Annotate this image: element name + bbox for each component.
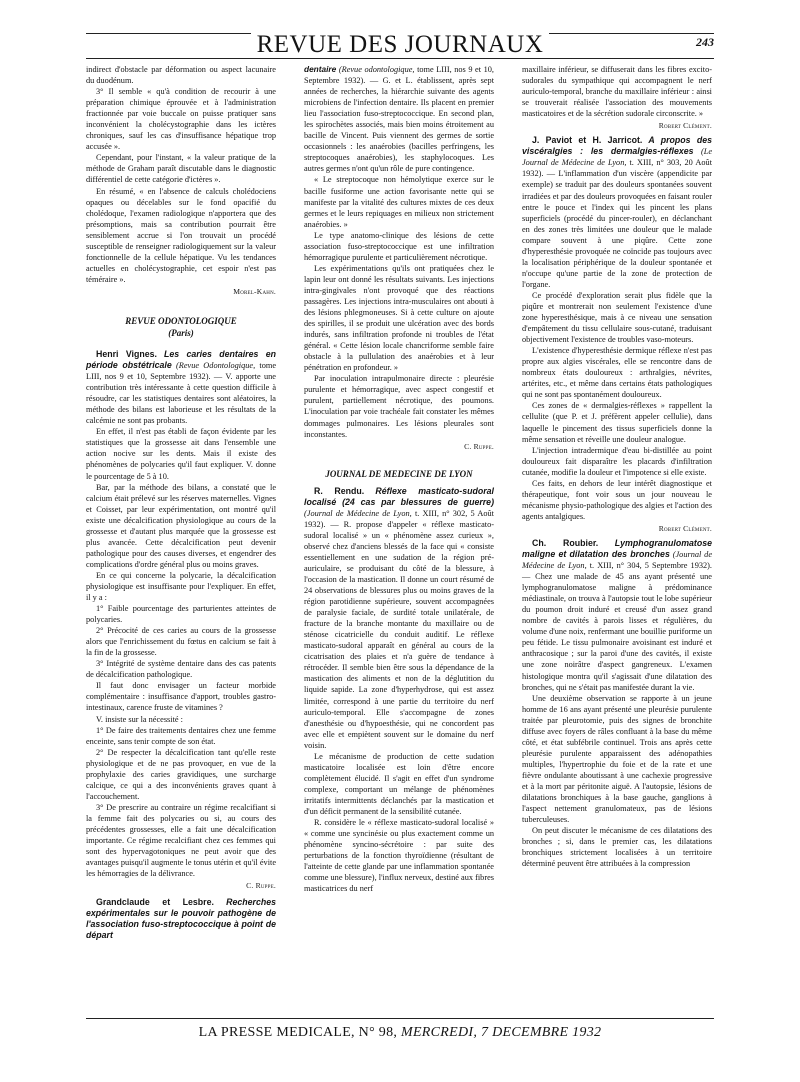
- paragraph: Le type anatomo-clinique des lésions de cette association fuso-streptococcique est une infiltration hémorragique purulente et particulièrement nécrotique.: [304, 230, 494, 262]
- footer-journal: LA PRESSE MEDICALE, N° 98,: [198, 1025, 398, 1040]
- column-3: [522, 64, 712, 869]
- paragraph: indirect d'obstacle par déformation ou aspect lacunaire du duodénum.: [86, 65, 276, 86]
- article-author: R. Rendu.: [314, 485, 365, 496]
- paragraph: 3° Il semble « qu'à condition de recourir à une préparation chimique éprouvée et à l'administration fractionnée par voie buccale on puisse pratiquer sans inconvénient la cholécystographie dans les ictères chroniques, sauf les cas d'insuffisance hépatique trop accusée ».: [86, 87, 276, 152]
- footer-rule: [86, 1018, 714, 1019]
- article-reference: (Le Journal de Médecine de Lyon,: [522, 147, 712, 168]
- article-body: t. XIII, n° 302, 5 Août 1932). — R. propose d'appeler « réflexe masticato-sudoral localisé » un « phénomène assez curieux », observé chez d'anciens blessés de la face qui « consiste essentiellement en une sudation de la région pré-auriculaire, se produisant du côté de la blessure, à l'occasion de la mastication. Il donne un court résumé de 24 observations de blessures plus ou moins graves de la région parotidienne supérieure, souvent accompagnées de paralysie faciale, de surdité totale unilatérale, de fracture de la branche montante du maxillaire ou de sténose cicatricielle du conduit auditif. Le réflexe masticato-sudoral apparaît en général au cours de la cicatrisation des plaies et n'a guère de tendance à rétrocéder. Il semble bien être sous la dépendance de la mastication des aliments et non de la déglutition du liquide sapide. La zone d'hyperhydrose, qui est assez limitée, correspond à une partie du territoire du nerf auriculo-temporal. Elle s'accompagne de zones d'anesthésie ou d'hypoesthésie, qui ne concordent pas avec elle et empiètent souvent sur le domaine du nerf voisin.: [304, 508, 494, 750]
- paragraph: L'existence d'hyperesthésie dermique réflexe n'est pas propre aux algies viscérales, elle se rencontre dans de nombreux états douloureux : arthralgies, névrites, artérites, etc., et même dans certains états pathologiques qui ne sont pas spontanément douloureux.: [522, 346, 712, 400]
- paragraph: Une deuxième observation se rapporte à un jeune homme de 16 ans ayant présenté une pleurésie purulente traitée par pleurotomie, puis des signes de bronchite diffuse avec foyers de râles confluant à la base du même côté, et état subfébrile continuel. Trois ans après cette pleurésie purulente apparaissent des adénopathies multiples, l'hypertrophie du foie et de la rate et une fièvre ondulante aboutissant à une cachexie progressive et à la mort par péritonite aiguë. A l'autopsie, lésions de dilatations bronchiques à la base gauche, ganglions à l'aspect nettement granulomateux, pas de lésions tuberculeuses.: [522, 693, 712, 825]
- paragraph: L'injection intradermique d'eau bi-distillée au point douloureux fait disparaître les placards d'infiltration cutanée, modifie la douleur et l'impotence si elle existe.: [522, 445, 712, 477]
- article-title: A propos des viscéralgies : les dermalgies-réflexes: [522, 135, 712, 157]
- paragraph: En effet, il n'est pas établi de façon évidente par les statistiques que la grossesse ait dans l'ensemble une action nocive sur les dents. Mais il existe des phénomènes de polycaries qu'il faut expliquer. V. donne le pourcentage de 5 à 10.: [86, 427, 276, 481]
- list-item: 1° De faire des traitements dentaires chez une femme enceinte, sans tenir compte de son état.: [86, 725, 276, 746]
- signature: Robert Clément.: [658, 523, 712, 533]
- paragraph: Les expérimentations qu'ils ont pratiquées chez le lapin leur ont donné les résultats suivants. Les injections intra-gingivales n'ont provoqué que des réactions passagères. Les injections intra-musculaires ont abouti à des lésions phlegmoneuses. Si à cette culture on ajoute des spirilles, il se produit une ulcération avec des bords indurés, sans infiltration profonde ni troubles de l'état général. « Cette lésion locale chancriforme semble faire obstacle à la pullulation des anaérobies et à leur pénétration en profondeur. »: [304, 263, 494, 373]
- article-continued: [304, 64, 494, 174]
- section-city: (Paris): [168, 327, 194, 338]
- article-author: Grandclaude et Lesbre.: [96, 897, 214, 908]
- signature: C. Ruppe.: [246, 881, 276, 891]
- article-title: dentaire: [304, 64, 337, 74]
- paragraph: Il faut donc envisager un facteur morbide complémentaire : insuffisance d'apport, troubles gastro-intestinaux, carence fruste de vitamines ?: [86, 681, 276, 713]
- paragraph: Ces faits, en dehors de leur intérêt diagnostique et thérapeutique, font voir sous un jour nouveau le mécanisme physio-pathologique des algies et l'action des agents antalgiques.: [522, 478, 712, 521]
- paragraph: On peut discuter le mécanisme de ces dilatations des bronches ; si, dans le premier cas, les dilatations bronchiques strictement localisées à un territoire déterminé peuvent être attribuées à la compression: [522, 826, 712, 869]
- signature: Morel-Kahn.: [233, 286, 276, 296]
- article-title: Lymphogranulomatose maligne et dilatation des bronches: [522, 537, 712, 560]
- paragraph: Ces zones de « dermalgies-réflexes » rappellent la cellulite (que P. et J. préfèrent appeler cellulie), dans laquelle le pincement des tissus superficiels donne la même sensation et réveille une douleur analogue.: [522, 401, 712, 444]
- paragraph: R. considère le « réflexe masticato-sudoral localisé » « comme une syncinésie ou plus exactement comme un phénomène syncino-sécrétoire : par suite des perturbations de la fonction thyroïdienne (résultant de l'atteinte de cette glande par une inflammation spontanée comme une blessure), l'influx nerveux, destiné aux fibres masticatrices du nerf: [304, 818, 494, 894]
- list-item: 1° Faible pourcentage des parturientes atteintes de polycaries.: [86, 604, 276, 625]
- paragraph: En résumé, « en l'absence de calculs cholédociens opaques ou décelables sur le fond opacifié du cholédoque, l'examen radiologique n'apportera que des présomptions, mais sa contribution pourrait être sensiblement accrue si l'on trouvait un procédé susceptible de renseigner radiologiquement sur la valeur fonctionnelle de la cellule hépatique. Vu les tendances actuelles en cholécystographie, cet espoir n'est pas téméraire ».: [86, 186, 276, 284]
- paragraph: Bar, par la méthode des bilans, a constaté que le calcium était prélevé sur les réserves maternelles. Vignes et Coisset, par leur expérimentation, ont montré qu'il existe une décalcification physiologique au cours de la grossesse et d'autant plus marquée que la grossesse est plus avancée. Cette décalcification peut devenir pathologique pour des causes diverses, et engendrer des complications d'ordre général plus ou moins graves.: [86, 482, 276, 569]
- footer-date: MERCREDI, 7 DECEMBRE 1932: [400, 1025, 602, 1040]
- article-title: Les caries dentaires en période obstétricale: [86, 348, 276, 371]
- article: [522, 538, 712, 693]
- article: [86, 349, 276, 426]
- list-item: 2° De respecter la décalcification tant qu'elle reste physiologique et de ne pas provoquer, en vue de la prophylaxie des caries gravidiques, une surcharge calcique, ce qui a des inconvénients graves quant à l'accouchement.: [86, 747, 276, 801]
- journal-title: REVUE DES JOURNAUX: [251, 31, 550, 58]
- paragraph: Ce procédé d'exploration serait plus fidèle que la piqûre et montrerait non seulement l'existence d'une zone hyperesthésique, mais à ce niveau une sensation d'empâtement du tissu cellulaire sous-cutané, traduisant objectivement l'existence de troubles vaso-moteurs.: [522, 290, 712, 345]
- column-2: [304, 64, 494, 894]
- column-1: [86, 64, 276, 941]
- article-body: t. XIII, n° 303, 20 Août 1932). — L'inflammation d'un viscère (appendicite par exemple) se traduit par des douleurs spontanées souvent irradiées et par des douleurs provoquées en faisant rouler entre le pouce et l'index qui les pincent les plans superficiels (procédé du pincer-rouler), en déclanchant en des zones très limitées une douleur que le malade compare souvent à une piqûre. Cette zone d'hyperesthésie provoquée ne coïncide pas toujours avec la localisation périphérique de la douleur spontanée et n'occupe qu'une partie de la zone de protection de l'organe.: [522, 158, 713, 289]
- article-title: Recherches expérimentales sur le pouvoir pathogène de l'association fuso-streptococcique à point de départ: [86, 897, 277, 941]
- article-body: t. XIII, n° 304, 5 Septembre 1932). — Chez une malade de 45 ans ayant présenté une lymphogranulomatose maligne à prédominance médiastinale, on trouva à l'autopsie tout le lobe supérieur du poumon droit induré et creusé d'un assez grand nombre de cavités à parois lisses et régulières, du volume d'une noix, renfermant une bouillie puriforme un peu fétide. Le tissu pulmonaire avoisinant est induré et anthracosique ; sur la paroi d'une des cavités, il existe une zone noirâtre d'aspect gangreneux. L'examen histologique montra qu'il s'agissait d'une dilatation des bronches, qui ne s'était pas manifestée durant la vie.: [522, 561, 712, 692]
- list-item: 2° Précocité de ces caries au cours de la grossesse alors que l'enrichissement du fœtus en calcium se fait à la fin de la grossesse.: [86, 626, 276, 658]
- page-header: [86, 20, 714, 60]
- paragraph: Par inoculation intrapulmonaire directe : pleurésie purulente et hémorragique, avec aspect congestif et purulent, partiellement nécrotique, des poumons. L'inoculation par voie trachéale fait constater les mêmes dommages pulmonaires. Les lésions pleurales sont inconstantes.: [304, 374, 494, 439]
- article-author: Henri Vignes.: [96, 348, 157, 359]
- paragraph: Cependant, pour l'instant, « la valeur pratique de la méthode de Graham paraît discutable dans le diagnostic différentiel de cette catégorie d'ictères ».: [86, 153, 276, 185]
- paragraph: V. insiste sur la nécessité :: [96, 714, 183, 724]
- list-item: 3° De prescrire au contraire un régime recalcifiant si la femme fait des polycaries ou si, au cours des précédentes grossesses, elle a fait une décalcification importante. Ce régime recalcifiant chez ces femmes qui sont des hypervagotoniques ne peut avoir que des avantages puisqu'il augmente le tonus utérin et qu'il évite les hémorragies de la délivrance.: [86, 802, 276, 879]
- article: [86, 897, 276, 941]
- article-reference: (Revue odontologique,: [338, 65, 415, 74]
- paragraph: En ce qui concerne la polycarie, la décalcification physiologique est insuffisante pour l'expliquer. En effet, il y a :: [86, 570, 276, 603]
- article-author: Ch. Roubier.: [532, 537, 599, 548]
- paragraph: maxillaire inférieur, se diffuserait dans les fibres excito-sudorales du sympathique qui accompagnent le nerf auriculo-temporal, branche du maxillaire inférieur : ainsi se trouverait réalisée l'association des mouvements masticatoires et de la sécrétion sudorale circonscrite. »: [522, 65, 712, 119]
- section-title: REVUE ODONTOLOGIQUE: [125, 315, 237, 326]
- section-title: JOURNAL DE MEDECINE DE LYON: [325, 468, 473, 479]
- signature: Robert Clément.: [658, 121, 712, 131]
- article-body: tome LIII, nos 9 et 10, Septembre 1932). — V. apporte une contribution très intéressante à cette question difficile à résoudre, car les statistiques dentaires sont aléatoires, la méthode des bilans est laborieuse et les résultats de la calcémie ne sont pas probants.: [86, 361, 276, 426]
- signature: C. Ruppe.: [464, 441, 494, 451]
- header-rule-bottom: [86, 58, 714, 59]
- article-title: Réflexe masticato-sudoral localisé (24 cas par blessures de guerre): [304, 485, 494, 507]
- article-reference: (Revue Odontologique,: [176, 361, 256, 371]
- page-footer: [86, 1018, 714, 1048]
- article-author: J. Paviot et H. Jarricot.: [532, 135, 643, 146]
- paragraph: Le mécanisme de production de cette sudation masticatoire localisée est loin d'être encore complètement élucidé. Il s'agit en effet d'un syndrome complexe, comportant un mélange de phénomènes irritatifs intermittents déclanchés par la mastication et d'un déficit permanent de la sensibilité cutanée.: [304, 751, 494, 816]
- list-item: 3° Intégrité de système dentaire dans des cas patents de décalcification pathologique.: [86, 659, 276, 680]
- article-reference: (Journal de Médecine de Lyon,: [522, 550, 713, 571]
- article-reference: (Journal de Médecine de Lyon,: [304, 508, 412, 518]
- article: [304, 486, 494, 751]
- article: [522, 135, 712, 290]
- article-body: tome LIII, nos 9 et 10, Septembre 1932). — G. et L. établissent, après sept années de recherches, la hiérarchie suivante des agents microbiens de l'infection dentaire. Ils placent en premier lieu l'association fuso-streptococcique. En second plan, les spirochètes associés, mais bien moins étroitement au bacille de Vincent. Puis viennent des germes de sortie occasionnels : les anaérobies (bacilles perfringens, les streptocoques anaérobies), les staphylocoques. Les autres germes n'ont qu'un rôle de pure contingence.: [304, 65, 494, 174]
- page-number: 243: [692, 35, 714, 50]
- paragraph: « Le streptocoque non hémolytique exerce sur le bacille fusiforme une action favorisante nette qui se manifeste par la vitalité des cultures mixtes de ces deux germes et le leurs repiquages en milieux non strictement anaérobies. »: [304, 175, 494, 229]
